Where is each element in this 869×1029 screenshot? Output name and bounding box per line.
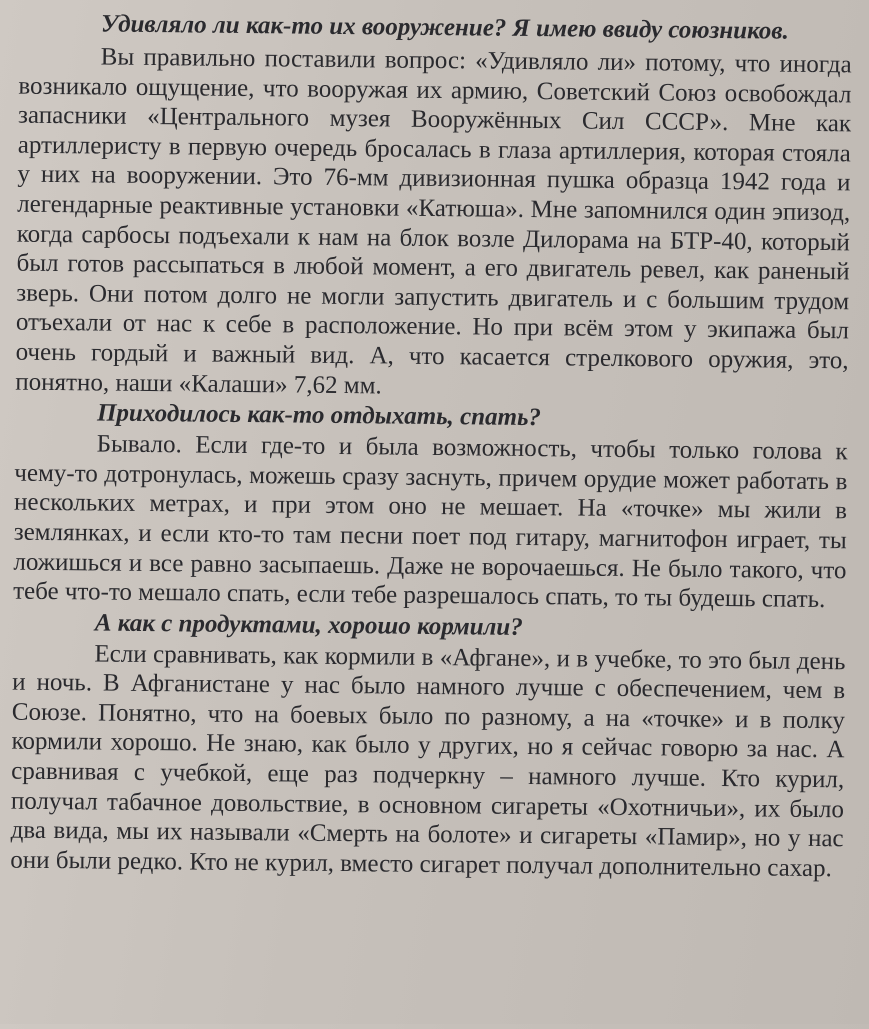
answer-2: Бывало. Если где-то и была возможность, чтобы только голова к чему-то дотронулась, можешь сразу заснуть, причем орудие может работать в нескольких метрах, и при этом оно не мешает. На «точке» мы жили в землянках, и если кто-то там песни поет под гитару, магнитофон играет, ты ложишься и все равно засыпаешь. Даже не ворочаешься. Не было такого, что тебе что-то мешало спать, если тебе разрешалось спать, то ты будешь спать. (13, 430, 848, 614)
question-1: Удивляло ли как-то их вооружение? Я имею ввиду союзников. (100, 10, 789, 45)
question-2: Приходилось как-то отдыхать, спать? (96, 399, 542, 432)
question-3: А как с продуктами, хорошо кормили? (94, 609, 523, 641)
answer-3: Если сравнивать, как кормили в «Афгане», и в учебке, то это был день и ночь. В Афганистане у нас было намного лучше с обеспечением, чем в Союзе. Понятно, что на боевых было по разному, а на «точке» и в полку кормили хорошо. Не знаю, как было у других, но я сейчас говорю за нас. А сравнивая с учебкой, еще раз подчеркну – намного лучше. Кто курил, получал табачное довольствие, в основном сигареты «Охотничьи», их было два вида, мы их называли «Смерть на болоте» и сигареты «Памир», но у нас они были редко. Кто не курил, вместо сигарет получал дополнительно сахар. (10, 640, 846, 883)
answer-1: Вы правильно поставили вопрос: «Удивляло ли» потому, что иногда возникало ощущение, что вооружая их армию, Советский Союз освобождал запасники «Центрального музея Вооружённых Сил СССР». Мне как артиллеристу в первую очередь бросалась в глаза артиллерия, которая стояла у них на вооружении. Это 76-мм дивизионная пушка образца 1942 года и легендарные реактивные установки «Катюша». Мне запомнился один эпизод, когда сарбосы подъехали к нам на блок возле Дилорама на БТР-40, который был готов рассыпаться в любой момент, а его двигатель ревел, как раненый зверь. Они потом долго не могли запустить двигатель и с большим трудом отъехали от нас к себе в расположение. Но при всём этом у экипажа был очень гордый и важный вид. А, что касается стрелкового оружия, это, понятно, наши «Калаши» 7,62 мм. (15, 43, 852, 399)
